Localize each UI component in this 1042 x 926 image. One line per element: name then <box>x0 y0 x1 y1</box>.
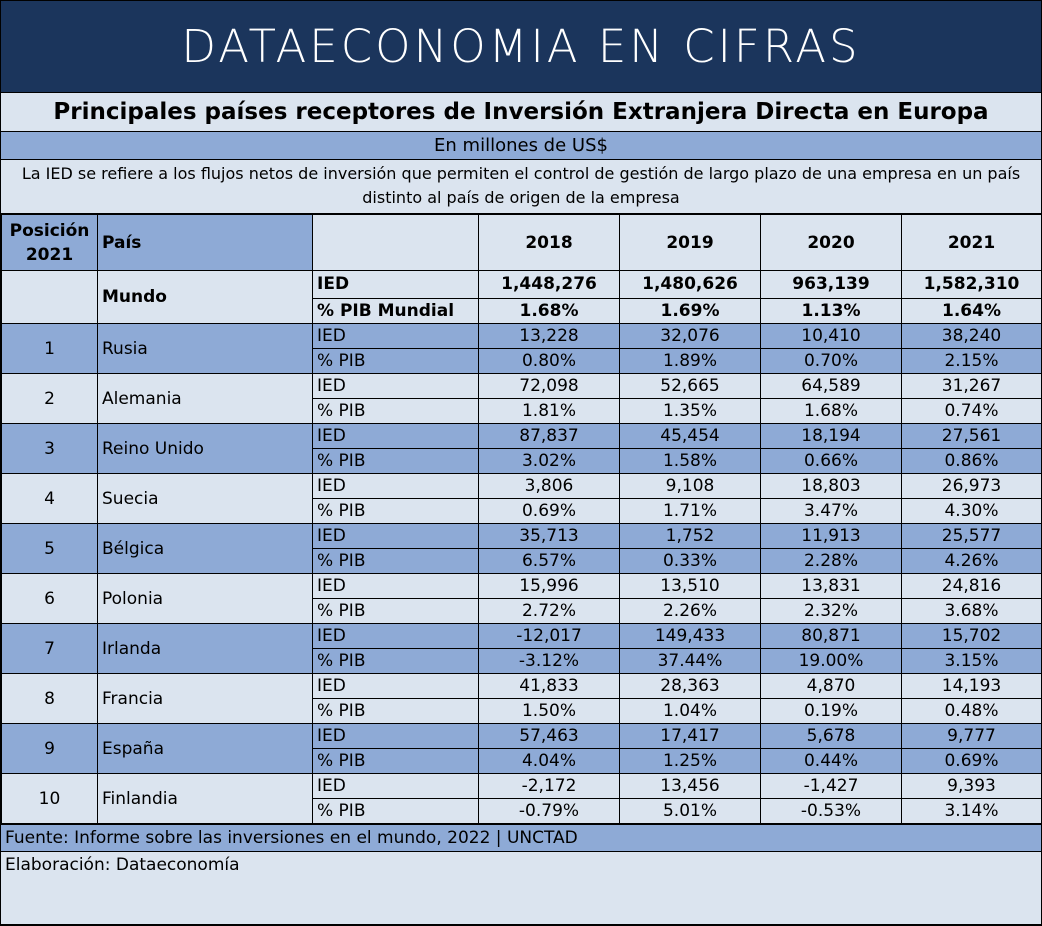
pib-value: 3.47% <box>761 499 902 524</box>
header-year: 2018 <box>479 215 620 271</box>
pib-value: 19.00% <box>761 649 902 674</box>
header-year: 2020 <box>761 215 902 271</box>
ied-value: 15,996 <box>479 574 620 599</box>
pib-value: 1.68% <box>761 399 902 424</box>
metric-label: % PIB Mundial <box>313 299 479 324</box>
ied-value: 45,454 <box>620 424 761 449</box>
metric-label: % PIB <box>313 749 479 774</box>
ied-value: 27,561 <box>902 424 1042 449</box>
ied-value: 72,098 <box>479 374 620 399</box>
pib-value: 5.01% <box>620 799 761 824</box>
rank-cell: 3 <box>2 424 98 474</box>
country-ied-row <box>2 524 1042 549</box>
ied-table <box>1 214 1042 824</box>
country-cell: Bélgica <box>98 524 313 574</box>
ied-value: 17,417 <box>620 724 761 749</box>
pib-value: -0.53% <box>761 799 902 824</box>
world-ied-value: 1,582,310 <box>902 271 1042 299</box>
metric-label: IED <box>313 374 479 399</box>
rank-cell: 6 <box>2 574 98 624</box>
country-cell: Finlandia <box>98 774 313 824</box>
ied-value: 9,393 <box>902 774 1042 799</box>
rank-cell: 9 <box>2 724 98 774</box>
metric-label: % PIB <box>313 699 479 724</box>
ied-value: 13,831 <box>761 574 902 599</box>
country-cell: Suecia <box>98 474 313 524</box>
ied-value: 5,678 <box>761 724 902 749</box>
country-ied-row <box>2 724 1042 749</box>
pib-value: 1.58% <box>620 449 761 474</box>
ied-value: 35,713 <box>479 524 620 549</box>
country-cell: Polonia <box>98 574 313 624</box>
world-name: Mundo <box>98 271 313 324</box>
metric-label: % PIB <box>313 799 479 824</box>
country-cell: Irlanda <box>98 624 313 674</box>
pib-value: 2.72% <box>479 599 620 624</box>
pib-value: 1.89% <box>620 349 761 374</box>
ied-value: 25,577 <box>902 524 1042 549</box>
pib-value: 4.04% <box>479 749 620 774</box>
ied-value: 14,193 <box>902 674 1042 699</box>
pib-value: 2.26% <box>620 599 761 624</box>
ied-value: 31,267 <box>902 374 1042 399</box>
pib-value: 0.19% <box>761 699 902 724</box>
ied-value: -2,172 <box>479 774 620 799</box>
ied-value: 32,076 <box>620 324 761 349</box>
header-position: Posición 2021 <box>2 215 98 271</box>
pib-value: 37.44% <box>620 649 761 674</box>
ied-value: 18,803 <box>761 474 902 499</box>
metric-label: % PIB <box>313 399 479 424</box>
pib-value: 4.26% <box>902 549 1042 574</box>
ied-value: 10,410 <box>761 324 902 349</box>
world-ied-row <box>2 271 1042 299</box>
ied-value: 38,240 <box>902 324 1042 349</box>
rank-cell: 8 <box>2 674 98 724</box>
pib-value: 0.69% <box>902 749 1042 774</box>
ied-value: 57,463 <box>479 724 620 749</box>
pib-value: 0.80% <box>479 349 620 374</box>
metric-label: IED <box>313 524 479 549</box>
metric-label: IED <box>313 324 479 349</box>
world-ied-value: 1,480,626 <box>620 271 761 299</box>
country-ied-row <box>2 424 1042 449</box>
ied-value: 64,589 <box>761 374 902 399</box>
pib-value: 0.86% <box>902 449 1042 474</box>
ied-value: 11,913 <box>761 524 902 549</box>
world-pib-value: 1.69% <box>620 299 761 324</box>
pib-value: 3.02% <box>479 449 620 474</box>
source-line: Fuente: Informe sobre las inversiones en el mundo, 2022 | UNCTAD <box>1 824 1041 852</box>
pib-value: 0.69% <box>479 499 620 524</box>
definition-note: La IED se refiere a los flujos netos de inversión que permiten el control de gestión de largo plazo de una empresa en un país distinto al país de origen de la empresa <box>1 160 1041 214</box>
ied-value: 9,777 <box>902 724 1042 749</box>
country-cell: Francia <box>98 674 313 724</box>
ied-value: 13,228 <box>479 324 620 349</box>
rank-cell: 1 <box>2 324 98 374</box>
pib-value: 2.15% <box>902 349 1042 374</box>
credit-line: Elaboración: Dataeconomía <box>1 852 1041 878</box>
country-ied-row <box>2 774 1042 799</box>
ied-value: 87,837 <box>479 424 620 449</box>
pib-value: 6.57% <box>479 549 620 574</box>
rank-cell: 10 <box>2 774 98 824</box>
world-position <box>2 271 98 324</box>
country-ied-row <box>2 574 1042 599</box>
world-pib-value: 1.64% <box>902 299 1042 324</box>
header-metric <box>313 215 479 271</box>
metric-label: % PIB <box>313 649 479 674</box>
ied-value: 1,752 <box>620 524 761 549</box>
metric-label: % PIB <box>313 449 479 474</box>
banner-title: DATAECONOMIA EN CIFRAS <box>1 1 1041 93</box>
country-ied-row <box>2 324 1042 349</box>
units-subtitle: En millones de US$ <box>1 132 1041 160</box>
header-row <box>2 215 1042 271</box>
rank-cell: 7 <box>2 624 98 674</box>
pib-value: 0.48% <box>902 699 1042 724</box>
country-cell: Reino Unido <box>98 424 313 474</box>
ied-value: 18,194 <box>761 424 902 449</box>
metric-label: IED <box>313 574 479 599</box>
pib-value: 0.66% <box>761 449 902 474</box>
ied-value: 80,871 <box>761 624 902 649</box>
pib-value: 3.68% <box>902 599 1042 624</box>
page-title: Principales países receptores de Inversión Extranjera Directa en Europa <box>1 93 1041 132</box>
pib-value: 0.44% <box>761 749 902 774</box>
pib-value: 1.71% <box>620 499 761 524</box>
pib-value: 1.04% <box>620 699 761 724</box>
world-ied-value: 1,448,276 <box>479 271 620 299</box>
metric-label: % PIB <box>313 599 479 624</box>
country-ied-row <box>2 674 1042 699</box>
ied-value: 149,433 <box>620 624 761 649</box>
world-pib-value: 1.68% <box>479 299 620 324</box>
country-cell: Alemania <box>98 374 313 424</box>
ied-value: 3,806 <box>479 474 620 499</box>
pib-value: 3.14% <box>902 799 1042 824</box>
ied-value: 52,665 <box>620 374 761 399</box>
metric-label: % PIB <box>313 499 479 524</box>
country-cell: Rusia <box>98 324 313 374</box>
metric-label: IED <box>313 724 479 749</box>
ied-value: 9,108 <box>620 474 761 499</box>
pib-value: -3.12% <box>479 649 620 674</box>
metric-label: IED <box>313 424 479 449</box>
metric-label: % PIB <box>313 349 479 374</box>
ied-value: 13,456 <box>620 774 761 799</box>
world-ied-value: 963,139 <box>761 271 902 299</box>
ied-value: 28,363 <box>620 674 761 699</box>
metric-label: IED <box>313 271 479 299</box>
ied-value: -1,427 <box>761 774 902 799</box>
rank-cell: 5 <box>2 524 98 574</box>
metric-label: IED <box>313 624 479 649</box>
country-cell: España <box>98 724 313 774</box>
ied-value: 4,870 <box>761 674 902 699</box>
ied-value: -12,017 <box>479 624 620 649</box>
pib-value: 3.15% <box>902 649 1042 674</box>
country-ied-row <box>2 624 1042 649</box>
country-ied-row <box>2 474 1042 499</box>
pib-value: 1.81% <box>479 399 620 424</box>
world-pib-value: 1.13% <box>761 299 902 324</box>
ied-value: 15,702 <box>902 624 1042 649</box>
ied-value: 24,816 <box>902 574 1042 599</box>
pib-value: 0.74% <box>902 399 1042 424</box>
country-ied-row <box>2 374 1042 399</box>
ied-value: 41,833 <box>479 674 620 699</box>
ied-value: 13,510 <box>620 574 761 599</box>
pib-value: -0.79% <box>479 799 620 824</box>
ied-value: 26,973 <box>902 474 1042 499</box>
pib-value: 4.30% <box>902 499 1042 524</box>
pib-value: 2.28% <box>761 549 902 574</box>
pib-value: 0.33% <box>620 549 761 574</box>
metric-label: % PIB <box>313 549 479 574</box>
pib-value: 2.32% <box>761 599 902 624</box>
rank-cell: 2 <box>2 374 98 424</box>
header-country: País <box>98 215 313 271</box>
pib-value: 1.35% <box>620 399 761 424</box>
header-year: 2021 <box>902 215 1042 271</box>
metric-label: IED <box>313 474 479 499</box>
metric-label: IED <box>313 674 479 699</box>
pib-value: 0.70% <box>761 349 902 374</box>
rank-cell: 4 <box>2 474 98 524</box>
pib-value: 1.50% <box>479 699 620 724</box>
header-year: 2019 <box>620 215 761 271</box>
infographic <box>1 1 1041 924</box>
pib-value: 1.25% <box>620 749 761 774</box>
metric-label: IED <box>313 774 479 799</box>
